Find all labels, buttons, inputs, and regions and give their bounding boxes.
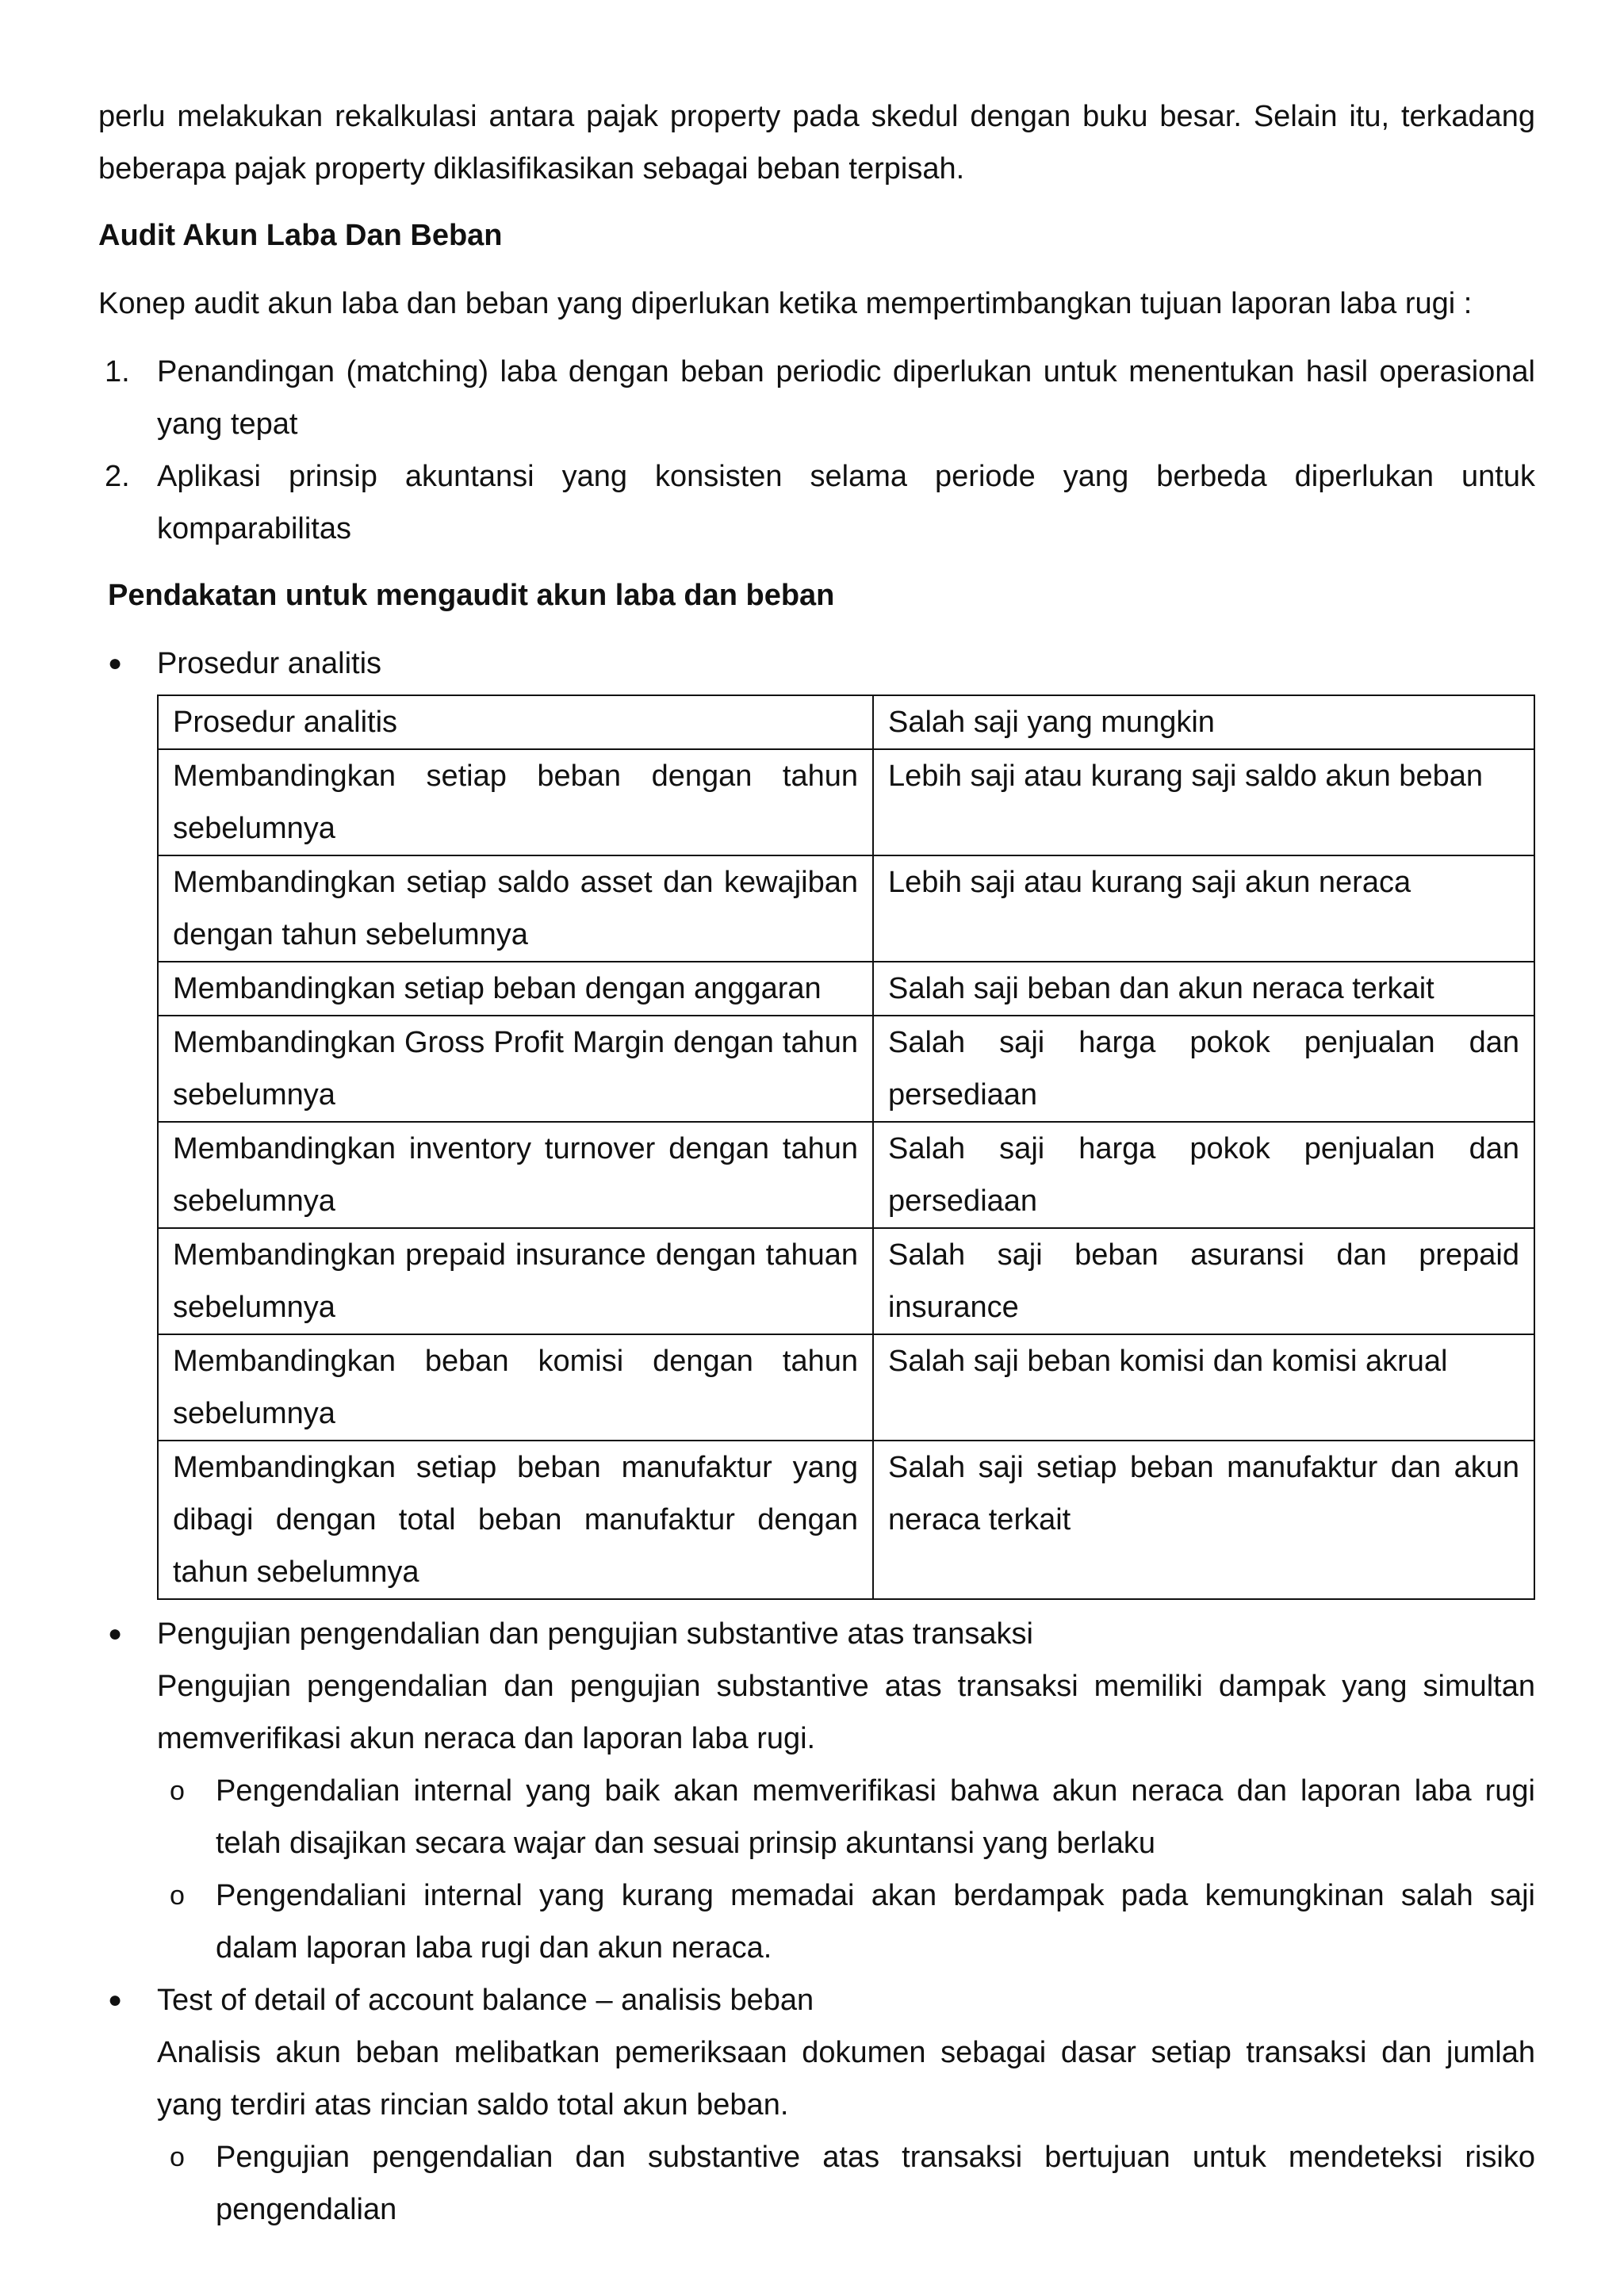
table-row bbox=[158, 749, 1534, 855]
bullet-list bbox=[98, 637, 1535, 2236]
bullet-item bbox=[98, 637, 1535, 1600]
bullet-icon: ● bbox=[108, 1621, 123, 1647]
table-row bbox=[158, 1122, 1534, 1228]
table-cell: Membandingkan setiap beban dengan anggaran bbox=[158, 962, 873, 1016]
table-row bbox=[158, 855, 1534, 962]
document-page bbox=[98, 90, 1535, 2236]
table-cell: Salah saji harga pokok penjualan dan persediaan bbox=[873, 1122, 1534, 1228]
bullet-title: Test of detail of account balance – analisis beban bbox=[157, 1984, 814, 2017]
bullet-icon: ● bbox=[108, 650, 123, 676]
bullet-body: Pengujian pengendalian dan pengujian substantive atas transaksi memiliki dampak yang simultan memverifikasi akun neraca dan laporan laba rugi. bbox=[157, 1670, 1535, 1755]
numbered-item bbox=[98, 346, 1535, 450]
sub-item bbox=[157, 2131, 1535, 2236]
sub-list bbox=[157, 1765, 1535, 1974]
table-header-row bbox=[158, 695, 1534, 749]
table-row bbox=[158, 962, 1534, 1016]
table-cell: Membandingkan beban komisi dengan tahun sebelumnya bbox=[158, 1334, 873, 1441]
bullet-icon: ● bbox=[108, 1987, 123, 2013]
bullet-item bbox=[98, 1974, 1535, 2236]
table-row bbox=[158, 1228, 1534, 1334]
bullet-item bbox=[98, 1608, 1535, 1974]
item-number: 2. bbox=[105, 460, 130, 493]
sub-list bbox=[157, 2131, 1535, 2236]
table-row bbox=[158, 1441, 1534, 1599]
item-text: Penandingan (matching) laba dengan beban periodic diperlukan untuk menentukan hasil operasional yang tepat bbox=[157, 355, 1535, 441]
sub-item-text: Pengendaliani internal yang kurang memadai akan berdampak pada kemungkinan salah saji dalam laporan laba rugi dan akun neraca. bbox=[216, 1879, 1535, 1965]
approach-heading: Pendakatan untuk mengaudit akun laba dan beban bbox=[108, 579, 835, 612]
bullet-title: Pengujian pengendalian dan pengujian substantive atas transaksi bbox=[157, 1617, 1033, 1651]
table-cell: Membandingkan prepaid insurance dengan tahuan sebelumnya bbox=[158, 1228, 873, 1334]
sub-item bbox=[157, 1765, 1535, 1869]
numbered-list bbox=[98, 346, 1535, 555]
circle-bullet-icon: o bbox=[170, 1776, 185, 1806]
circle-bullet-icon: o bbox=[170, 1881, 185, 1911]
table-cell: Salah saji setiap beban manufaktur dan akun neraca terkait bbox=[873, 1441, 1534, 1599]
table-row bbox=[158, 1016, 1534, 1122]
sub-item-text: Pengujian pengendalian dan substantive atas transaksi bertujuan untuk mendeteksi risiko pengendalian bbox=[216, 2141, 1535, 2226]
circle-bullet-icon: o bbox=[170, 2142, 185, 2172]
table-cell: Membandingkan inventory turnover dengan tahun sebelumnya bbox=[158, 1122, 873, 1228]
sub-item bbox=[157, 1869, 1535, 1974]
table-cell: Membandingkan Gross Profit Margin dengan tahun sebelumnya bbox=[158, 1016, 873, 1122]
table-header-cell: Salah saji yang mungkin bbox=[873, 695, 1534, 749]
table-cell: Salah saji beban komisi dan komisi akrual bbox=[873, 1334, 1534, 1441]
table-cell: Salah saji beban dan akun neraca terkait bbox=[873, 962, 1534, 1016]
table-cell: Salah saji harga pokok penjualan dan persediaan bbox=[873, 1016, 1534, 1122]
section-intro: Konep audit akun laba dan beban yang diperlukan ketika mempertimbangkan tujuan laporan laba rugi : bbox=[98, 287, 1473, 320]
table-cell: Lebih saji atau kurang saji akun neraca bbox=[873, 855, 1534, 962]
analytic-procedure-table bbox=[157, 695, 1535, 1600]
item-text: Aplikasi prinsip akuntansi yang konsisten selama periode yang berbeda diperlukan untuk komparabilitas bbox=[157, 460, 1535, 545]
table-cell: Salah saji beban asuransi dan prepaid insurance bbox=[873, 1228, 1534, 1334]
table-row bbox=[158, 1334, 1534, 1441]
sub-item-text: Pengendalian internal yang baik akan memverifikasi bahwa akun neraca dan laporan laba rugi telah disajikan secara wajar dan sesuai prinsip akuntansi yang berlaku bbox=[216, 1774, 1535, 1860]
table-cell: Membandingkan setiap beban dengan tahun sebelumnya bbox=[158, 749, 873, 855]
numbered-item bbox=[98, 450, 1535, 555]
item-number: 1. bbox=[105, 355, 130, 388]
table-cell: Lebih saji atau kurang saji saldo akun beban bbox=[873, 749, 1534, 855]
table-cell: Membandingkan setiap beban manufaktur yang dibagi dengan total beban manufaktur dengan tahun sebelumnya bbox=[158, 1441, 873, 1599]
bullet-title: Prosedur analitis bbox=[157, 647, 382, 680]
section-heading: Audit Akun Laba Dan Beban bbox=[98, 219, 503, 252]
table-header-cell: Prosedur analitis bbox=[158, 695, 873, 749]
table-cell: Membandingkan setiap saldo asset dan kewajiban dengan tahun sebelumnya bbox=[158, 855, 873, 962]
intro-paragraph: perlu melakukan rekalkulasi antara pajak property pada skedul dengan buku besar. Selain itu, terkadang beberapa pajak property diklasifikasikan sebagai beban terpisah. bbox=[98, 100, 1535, 186]
bullet-body: Analisis akun beban melibatkan pemeriksaan dokumen sebagai dasar setiap transaksi dan jumlah yang terdiri atas rincian saldo total akun beban. bbox=[157, 2036, 1535, 2122]
